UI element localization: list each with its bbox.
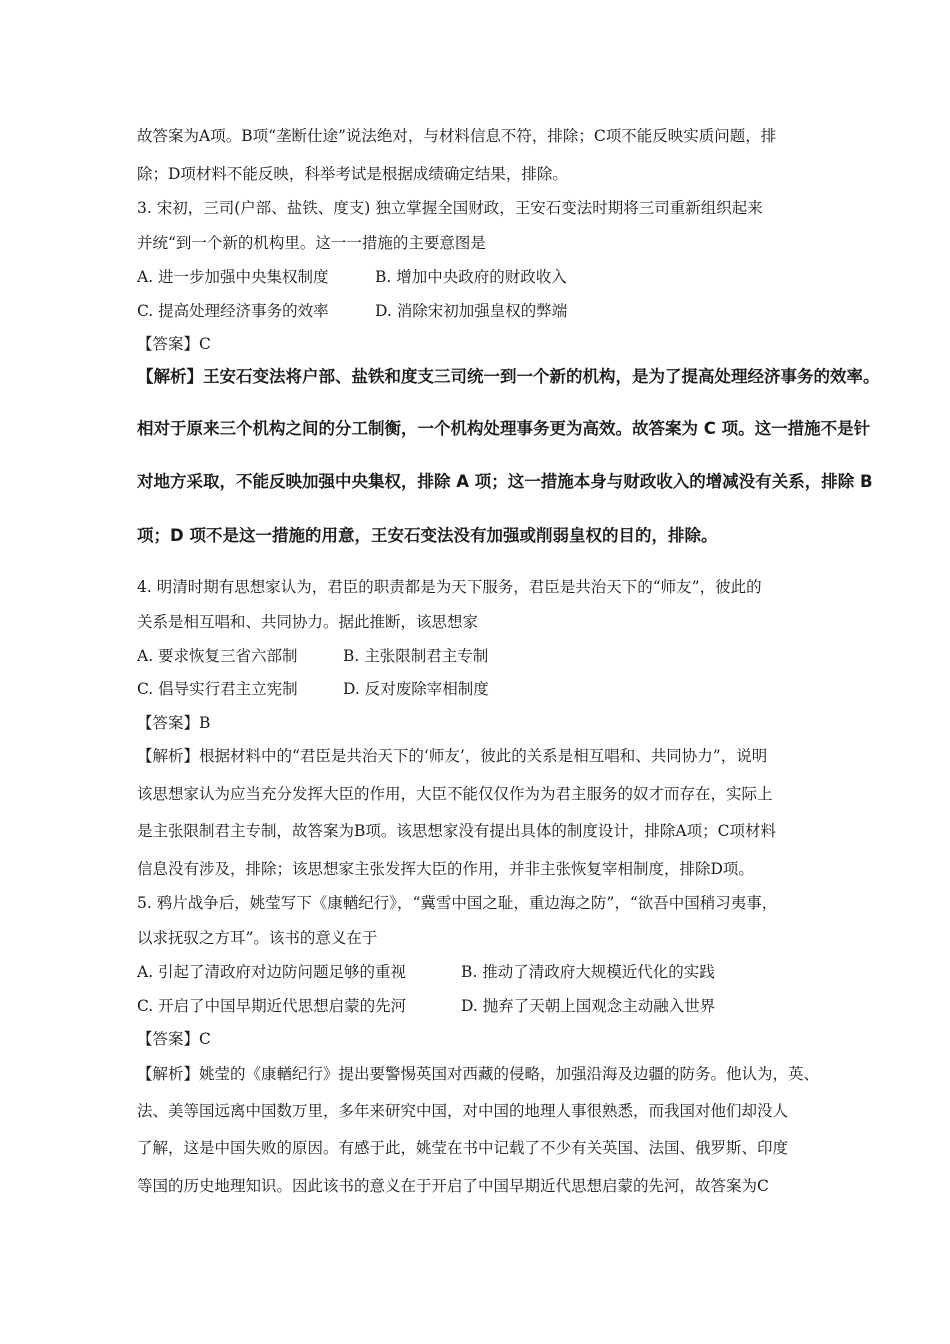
q3-option-a: A. 进一步加强中央集权制度 [137,268,329,286]
q5-stem-line-2: 以求抚驭之方耳”。该书的意义在于 [137,929,378,947]
q5-analysis-line-2: 法、美等国远离中国数万里，多年来研究中国，对中国的地理人事很熟悉，而我国对他们却没人 [137,1102,789,1120]
q3-options-row-2 [137,301,927,321]
q4-option-b: B. 主张限制君主专制 [343,647,489,665]
q4-option-c: C. 倡导实行君主立宪制 [137,680,298,698]
q5-stem-line-1: 5. 鸦片战争后，姚莹写下《康輶纪行》，“冀雪中国之耻，重边海之防”，“欲吾中国稍习夷事， [137,894,778,912]
q4-stem-line-2: 关系是相互唱和、共同协力。据此推断，该思想家 [137,613,479,631]
q5-analysis-line-4: 等国的历史地理知识。因此该书的意义在于开启了中国早期近代思想启蒙的先河，故答案为C [137,1177,769,1195]
q4-analysis-line-1: 【解析】根据材料中的“君臣是共治天下的‘师友’，彼此的关系是相互唱和、共同协力”，说明 [137,747,768,765]
q4-options-row-1 [137,646,927,666]
q4-analysis-line-4: 信息没有涉及，排除；该思想家主张发挥大臣的作用，并非主张恢复宰相制度，排除D项。 [137,860,754,878]
q2-analysis-line-1: 故答案为A项。B项“垄断仕途”说法绝对，与材料信息不符，排除；C项不能反映实质问题，排 [137,127,777,145]
q3-option-d: D. 消除宋初加强皇权的弊端 [375,302,568,320]
q4-option-d: D. 反对废除宰相制度 [343,680,489,698]
q5-analysis-line-3: 了解，这是中国失败的原因。有感于此，姚莹在书中记载了不少有关英国、法国、俄罗斯、印度 [137,1139,789,1157]
q4-answer: 【答案】B [137,714,211,732]
q2-analysis-line-2: 除；D项材料不能反映，科举考试是根据成绩确定结果，排除。 [137,165,568,183]
q3-answer: 【答案】C [137,335,211,353]
q3-analysis-line-3: 对地方采取，不能反映加强中央集权，排除 A 项；这一措施本身与财政收入的增减没有关系，排除 B [137,472,873,491]
q5-option-d: D. 抛弃了天朝上国观念主动融入世界 [461,997,716,1015]
q3-option-b: B. 增加中央政府的财政收入 [375,268,567,286]
q3-analysis-line-4: 项；D 项不是这一措施的用意，王安石变法没有加强或削弱皇权的目的，排除。 [137,526,718,545]
q5-analysis-line-1: 【解析】姚莹的《康輶纪行》提出要警惕英国对西藏的侵略，加强沿海及边疆的防务。他认为，英、 [137,1065,820,1083]
q5-option-a: A. 引起了清政府对边防问题足够的重视 [137,963,407,981]
q3-analysis-line-1: 【解析】王安石变法将户部、盐铁和度支三司统一到一个新的机构，是为了提高处理经济事务的效率。 [137,367,880,386]
q3-option-c: C. 提高处理经济事务的效率 [137,302,329,320]
q4-options-row-2 [137,679,927,699]
q5-answer: 【答案】C [137,1030,211,1048]
q5-option-c: C. 开启了中国早期近代思想启蒙的先河 [137,997,407,1015]
q5-options-row-1 [137,962,927,982]
q4-option-a: A. 要求恢复三省六部制 [137,647,298,665]
q3-options-row-1 [137,267,927,287]
q3-stem-line-2: 并统“到一个新的机构里。这一一措施的主要意图是 [137,234,486,252]
q3-stem-line-1: 3. 宋初，三司(户部、盐铁、度支) 独立掌握全国财政，王安石变法时期将三司重新组织起来 [137,199,763,217]
q4-stem-line-1: 4. 明清时期有思想家认为，君臣的职责都是为天下服务，君臣是共治天下的“师友”，彼此的 [137,578,762,596]
q4-analysis-line-2: 该思想家认为应当充分发挥大臣的作用，大臣不能仅仅作为为君主服务的奴才而存在，实际上 [137,785,773,803]
q3-analysis-line-2: 相对于原来三个机构之间的分工制衡，一个机构处理事务更为高效。故答案为 C 项。这一措施不是针 [137,419,871,438]
q4-analysis-line-3: 是主张限制君主专制，故答案为B项。该思想家没有提出具体的制度设计，排除A项；C项材料 [137,822,776,840]
q5-option-b: B. 推动了清政府大规模近代化的实践 [461,963,715,981]
q5-options-row-2 [137,996,927,1016]
